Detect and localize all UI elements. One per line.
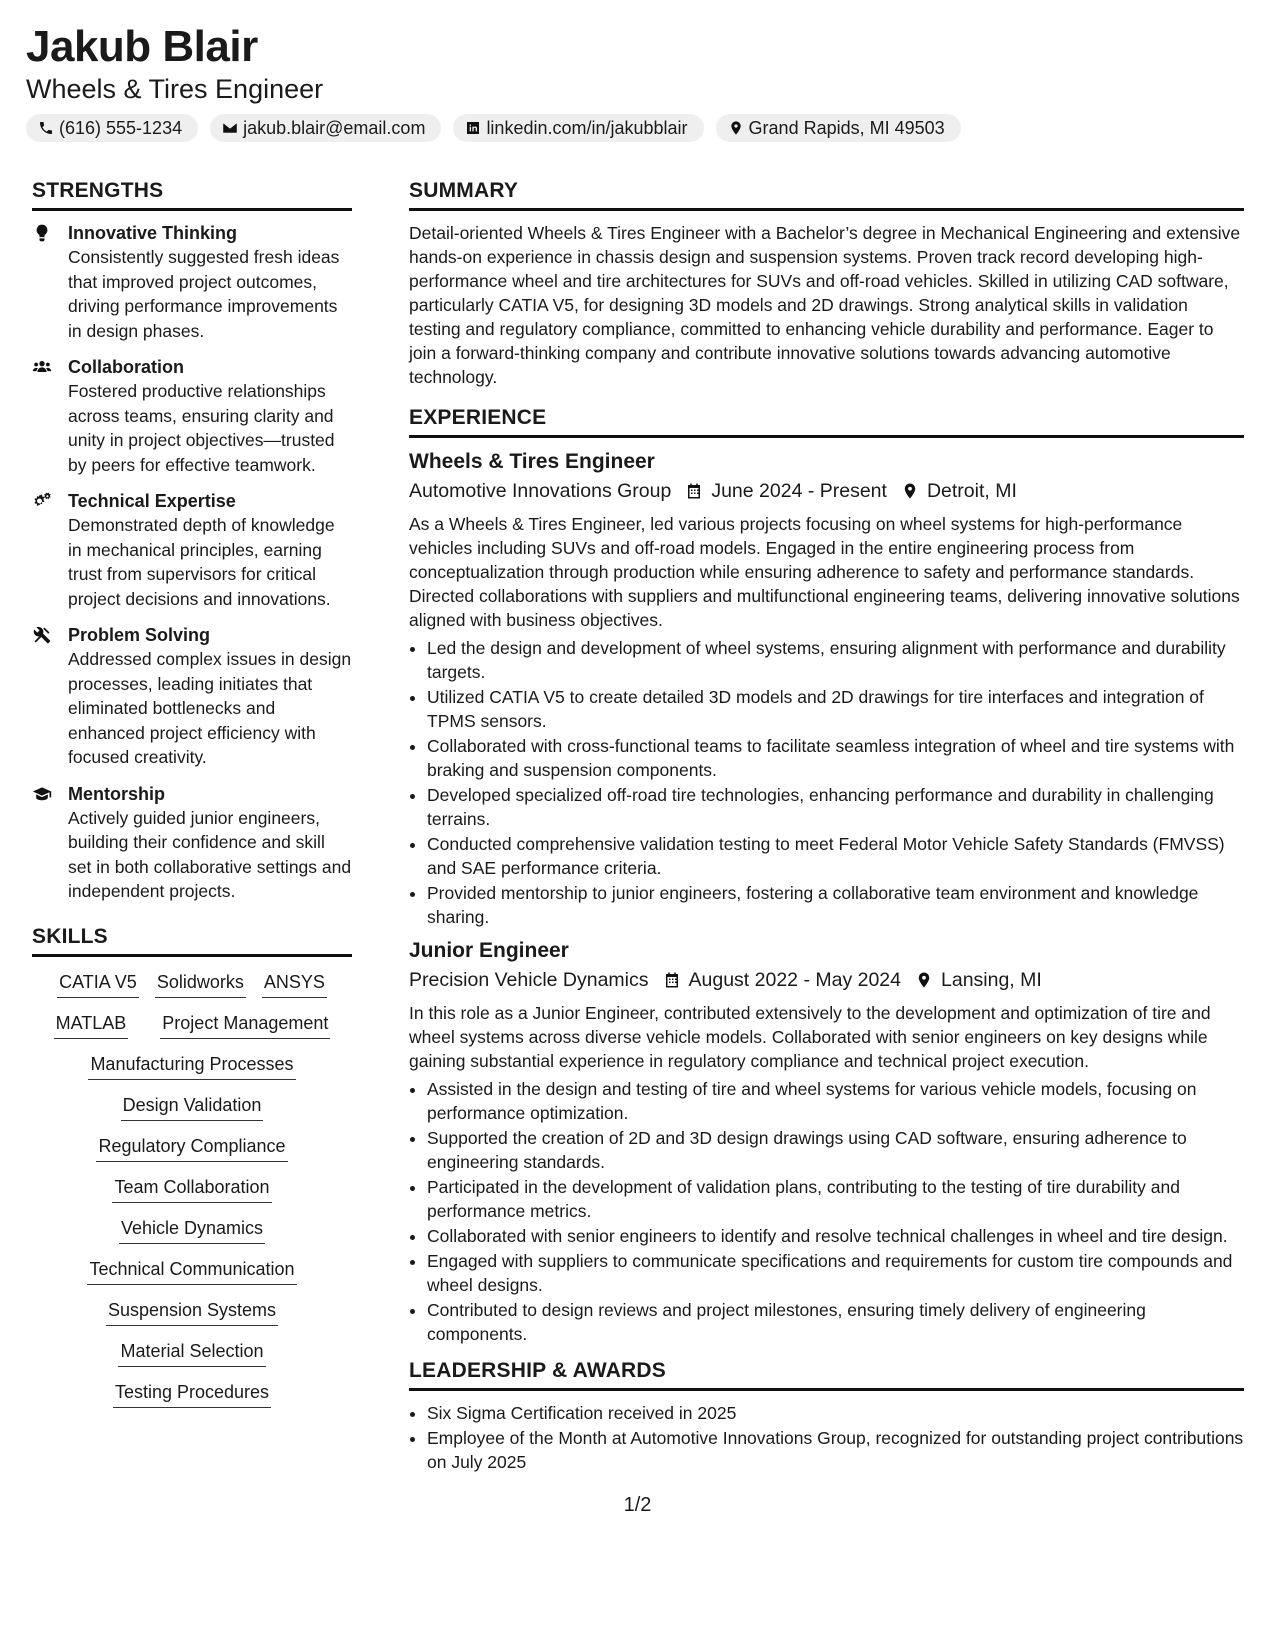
phone-icon — [38, 120, 54, 136]
skill-tag: ANSYS — [262, 971, 327, 998]
envelope-icon — [222, 120, 238, 136]
skill-tag: MATLAB — [54, 1012, 129, 1039]
skills-list — [32, 967, 352, 1408]
job-dates: June 2024 - Present — [711, 480, 887, 502]
calendar-icon — [685, 482, 703, 500]
contact-linkedin[interactable] — [453, 114, 703, 142]
awards-heading: LEADERSHIP & AWARDS — [409, 1356, 1244, 1391]
map-pin-icon — [915, 971, 933, 989]
strength-title: Innovative Thinking — [68, 223, 238, 243]
strength-item — [32, 221, 352, 343]
skill-tag: Testing Procedures — [113, 1381, 271, 1408]
company-name: Automotive Innovations Group — [409, 480, 672, 502]
skill-tag: Suspension Systems — [106, 1299, 278, 1326]
strength-description: Demonstrated depth of knowledge in mechanical principles, earning trust from supervisors for critical project decisions and innovations. — [68, 515, 335, 609]
contact-linkedin-text: linkedin.com/in/jakubblair — [486, 117, 688, 138]
strength-item — [32, 489, 352, 611]
awards-list — [409, 1401, 1244, 1474]
contact-phone-text: (616) 555-1234 — [59, 117, 183, 138]
bullet-item: • Participated in the development of validation plans, contributing to the testing of tire durability and performance metrics. — [427, 1175, 1244, 1223]
skills-heading: SKILLS — [32, 922, 352, 957]
skill-row — [32, 1012, 352, 1039]
bullet-item: • Assisted in the design and testing of tire and wheel systems for various vehicle models, focusing on performance optimization. — [427, 1077, 1244, 1125]
strength-title: Mentorship — [68, 783, 165, 804]
cogs-icon — [32, 491, 52, 511]
strength-item — [32, 623, 352, 770]
skill-row — [32, 1053, 352, 1080]
bullet-item: • Engaged with suppliers to communicate specifications and requirements for custom tire compounds and wheel designs. — [427, 1249, 1244, 1297]
skill-row — [32, 1217, 352, 1244]
award-item: • Six Sigma Certification received in 2025 — [427, 1401, 1244, 1425]
contact-location — [716, 114, 961, 142]
skill-tag: Team Collaboration — [112, 1176, 271, 1203]
skill-row — [32, 1176, 352, 1203]
lightbulb-icon — [32, 223, 52, 243]
bullet-item: • Collaborated with senior engineers to identify and resolve technical challenges in wheel and tire design. — [427, 1224, 1244, 1248]
job-title: Junior Engineer — [409, 939, 569, 962]
bullet-item: • Supported the creation of 2D and 3D design drawings using CAD software, ensuring adherence to engineering standards. — [427, 1126, 1244, 1174]
job-entry — [409, 937, 1244, 1346]
candidate-name: Jakub Blair — [26, 22, 258, 71]
job-description: In this role as a Junior Engineer, contributed extensively to the development and optimization of tire and wheel systems across diverse vehicle models. Collaborated with senior engineers on key designs while gaining substantial experience in regulatory compliance and technical project execution. — [409, 1003, 1211, 1071]
experience-heading: EXPERIENCE — [409, 403, 1244, 438]
contact-email-text: jakub.blair@email.com — [243, 117, 426, 138]
tools-icon — [32, 625, 52, 645]
job-title: Wheels & Tires Engineer — [409, 450, 655, 473]
map-pin-icon — [901, 482, 919, 500]
map-pin-icon — [728, 120, 744, 136]
skill-tag: Vehicle Dynamics — [119, 1217, 265, 1244]
skill-row — [32, 1299, 352, 1326]
job-meta — [409, 965, 1244, 995]
graduation-cap-icon — [32, 784, 52, 804]
skill-row — [32, 1381, 352, 1408]
job-entry — [409, 448, 1244, 929]
company-name: Precision Vehicle Dynamics — [409, 969, 649, 991]
job-location: Lansing, MI — [941, 969, 1042, 991]
strength-item — [32, 782, 352, 904]
contact-email[interactable] — [210, 114, 441, 142]
left-column — [32, 176, 352, 1408]
strength-title: Problem Solving — [68, 625, 211, 645]
contact-phone[interactable] — [26, 114, 198, 142]
job-title-header: Wheels & Tires Engineer — [26, 74, 324, 104]
users-icon — [32, 357, 52, 377]
skill-row — [32, 1094, 352, 1121]
skill-row — [32, 1258, 352, 1285]
linkedin-icon — [465, 120, 481, 136]
skill-tag: Manufacturing Processes — [88, 1053, 295, 1080]
bullet-item: • Provided mentorship to junior engineers, fostering a collaborative team environment and knowledge sharing. — [427, 881, 1244, 929]
contact-location-text: Grand Rapids, MI 49503 — [748, 117, 945, 138]
skill-tag: Project Management — [160, 1012, 330, 1039]
bullet-item: • Utilized CATIA V5 to create detailed 3D models and 2D drawings for tire interfaces and integration of TPMS sensors. — [427, 685, 1244, 733]
skill-tag: Technical Communication — [87, 1258, 296, 1285]
bullet-item: • Led the design and development of wheel systems, ensuring alignment with performance and durability targets. — [427, 636, 1244, 684]
strengths-heading: STRENGTHS — [32, 176, 352, 211]
strength-item — [32, 355, 352, 477]
bullet-item: • Contributed to design reviews and project milestones, ensuring timely delivery of engineering components. — [427, 1298, 1244, 1346]
bullet-item: • Conducted comprehensive validation testing to meet Federal Motor Vehicle Safety Standards (FMVSS) and SAE performance criteria. — [427, 832, 1244, 880]
strength-title: Collaboration — [68, 357, 184, 377]
summary-heading: SUMMARY — [409, 176, 1244, 211]
strength-description: Fostered productive relationships across teams, ensuring clarity and unity in project objectives—trusted by peers for effective teamwork. — [68, 381, 335, 475]
right-column — [409, 176, 1244, 1482]
strength-title: Technical Expertise — [68, 491, 236, 511]
skill-tag: Design Validation — [121, 1094, 264, 1121]
strength-description: Actively guided junior engineers, building their confidence and skill set in both collaborative settings and independent projects. — [68, 807, 352, 901]
calendar-icon — [663, 971, 681, 989]
job-location: Detroit, MI — [926, 480, 1017, 502]
bullet-item: • Collaborated with cross-functional teams to facilitate seamless integration of wheel and tire systems with braking and suspension components. — [427, 734, 1244, 782]
strength-description: Addressed complex issues in design processes, leading initiates that eliminated bottlenecks and enhanced project efficiency with focused creativity. — [68, 649, 352, 767]
skill-tag: CATIA V5 — [57, 971, 139, 998]
skill-tag: Solidworks — [155, 971, 246, 998]
bullet-item: • Developed specialized off-road tire technologies, enhancing performance and durability in challenging terrains. — [427, 783, 1244, 831]
job-dates: August 2022 - May 2024 — [688, 969, 901, 991]
job-bullets — [409, 636, 1244, 929]
job-bullets — [409, 1077, 1244, 1346]
skill-row — [32, 1340, 352, 1367]
award-item: • Employee of the Month at Automotive Innovations Group, recognized for outstanding project contributions on July 2025 — [427, 1426, 1244, 1474]
contact-bar — [26, 114, 961, 142]
summary-text: Detail-oriented Wheels & Tires Engineer with a Bachelor’s degree in Mechanical Engineering and extensive hands-on experience in chassis design and suspension systems. Proven track record developing high-performance wheel and tire architectures for SUVs and off-road vehicles. Skilled in utilizing CAD software, particularly CATIA V5, for designing 3D models and 2D drawings. Strong analytical skills in validation testing and regulatory compliance, committed to enhancing vehicle durability and performance. Eager to join a forward-thinking company and contribute innovative solutions towards advancing automotive technology. — [409, 223, 1241, 387]
job-description: As a Wheels & Tires Engineer, led various projects focusing on wheel systems for high-performance vehicles including SUVs and off-road models. Engaged in the entire engineering process from conceptualization through production while ensuring adherence to safety and performance standards. Directed collaborations with suppliers and multifunctional engineering teams, delivering innovative solutions aligned with business objectives. — [409, 514, 1240, 630]
job-meta — [409, 476, 1244, 506]
page-number: 1/2 — [623, 1494, 652, 1516]
skill-tag: Material Selection — [118, 1340, 265, 1367]
skill-tag: Regulatory Compliance — [96, 1135, 287, 1162]
strength-description: Consistently suggested fresh ideas that improved project outcomes, driving performance improvements in design phases. — [68, 247, 340, 341]
skill-row — [32, 1135, 352, 1162]
